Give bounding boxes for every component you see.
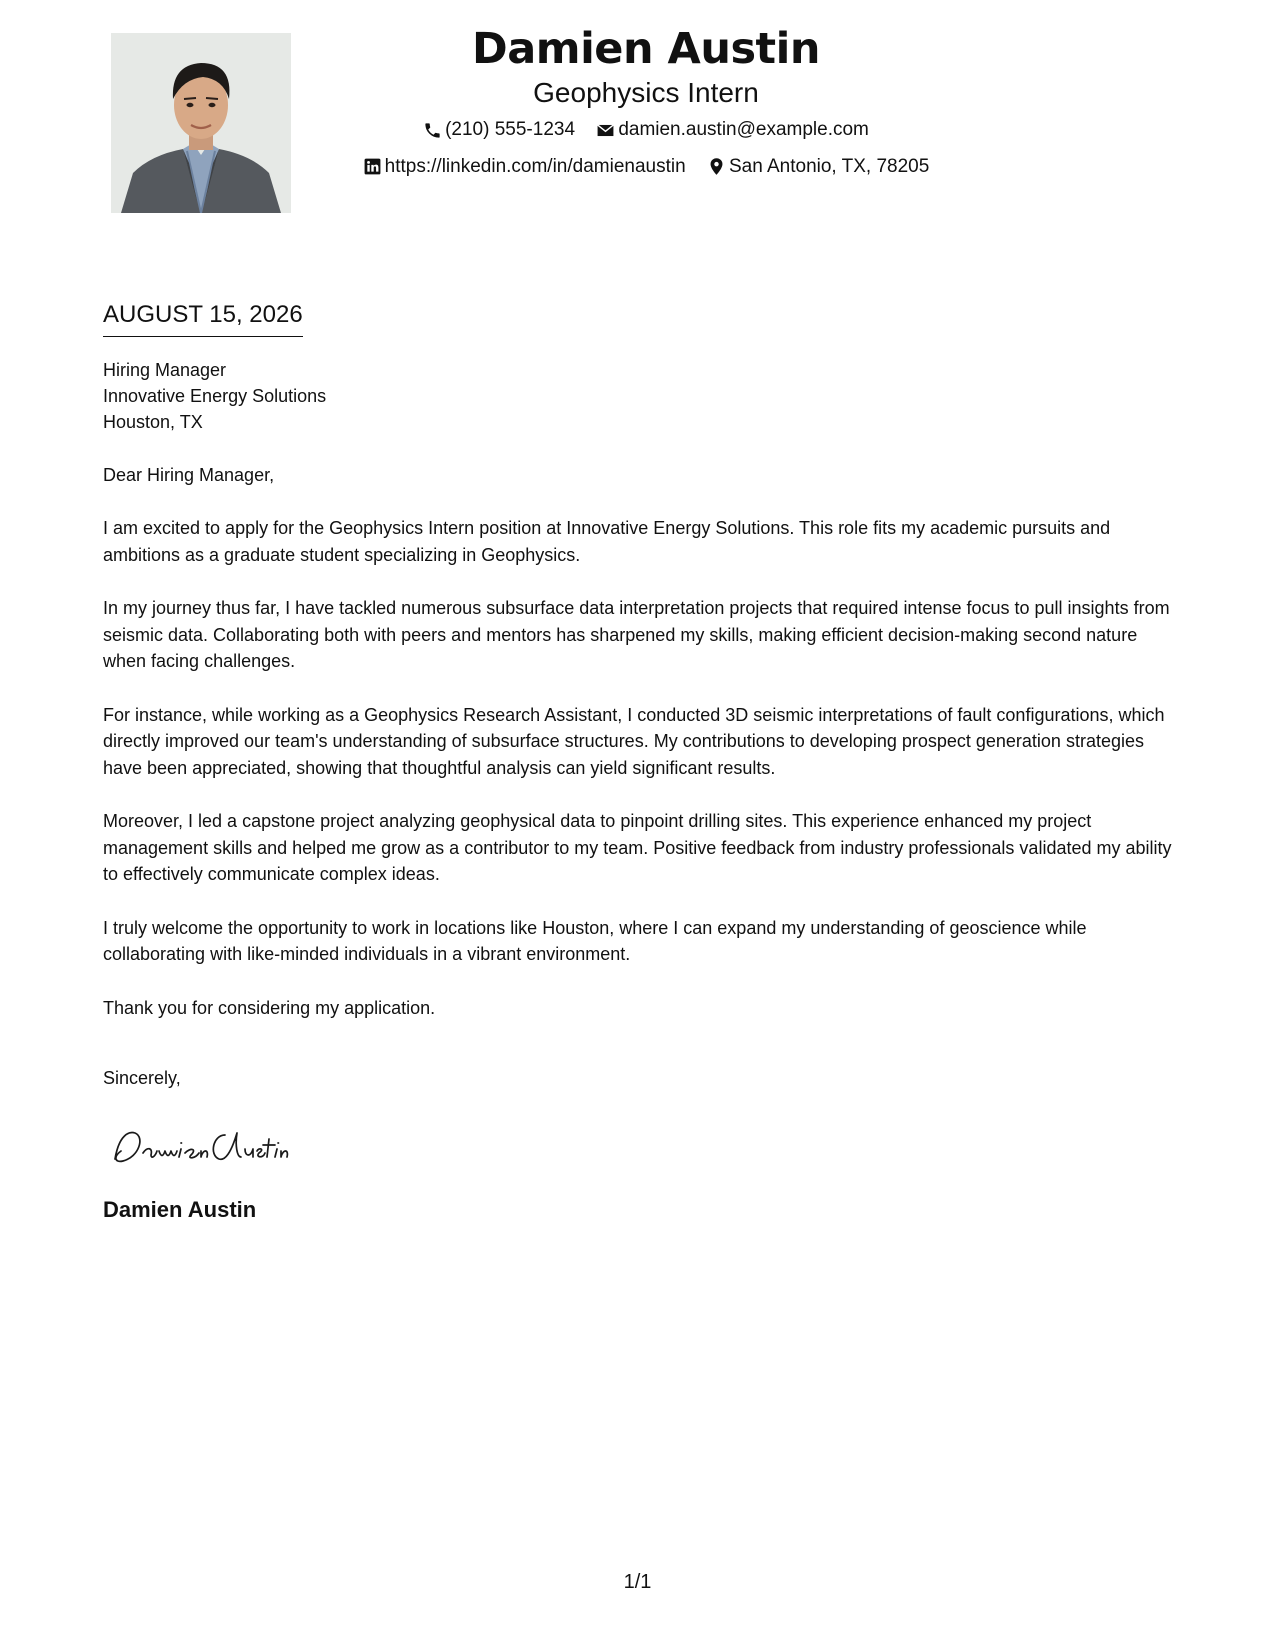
linkedin-icon bbox=[363, 157, 382, 176]
letter-date: AUGUST 15, 2026 bbox=[103, 300, 303, 337]
paragraph: Thank you for considering my application. bbox=[103, 997, 436, 1018]
letter-body bbox=[103, 300, 1178, 1224]
contact-row-1 bbox=[290, 118, 1002, 147]
recipient-line: Innovative Energy Solutions bbox=[103, 386, 327, 406]
handwritten-signature bbox=[109, 1121, 369, 1171]
map-pin-icon bbox=[707, 157, 726, 176]
paragraph: Moreover, I led a capstone project analyzing geophysical data to pinpoint drilling sites. This experience enhanced my project management skills and helped me grow as a contributor to my team. Positive feedback from industry professionals validated my ability to effectively communicate complex ideas. bbox=[103, 811, 1172, 884]
salutation: Dear Hiring Manager, bbox=[103, 465, 275, 485]
contact-phone bbox=[423, 118, 575, 142]
linkedin-text[interactable]: https://linkedin.com/in/damienaustin bbox=[384, 155, 686, 177]
closing: Sincerely, bbox=[103, 1068, 181, 1088]
contact-linkedin[interactable] bbox=[363, 155, 686, 179]
job-title: Geophysics Intern bbox=[533, 77, 759, 108]
envelope-icon bbox=[596, 121, 615, 140]
profile-photo bbox=[111, 33, 291, 213]
header bbox=[290, 22, 1002, 183]
recipient-block bbox=[103, 357, 1178, 435]
email-text[interactable]: damien.austin@example.com bbox=[618, 119, 869, 140]
signer-name: Damien Austin bbox=[103, 1197, 257, 1222]
paragraph: I am excited to apply for the Geophysics Intern position at Innovative Energy Solutions. This role fits my academic pursuits and ambitions as a graduate student specializing in Geophysics. bbox=[103, 518, 1111, 565]
contact-row-2 bbox=[290, 155, 1002, 184]
phone-icon bbox=[423, 121, 442, 140]
applicant-name: Damien Austin bbox=[472, 24, 820, 74]
contact-location bbox=[707, 155, 929, 179]
recipient-line: Houston, TX bbox=[103, 412, 203, 432]
paragraph: In my journey thus far, I have tackled numerous subsurface data interpretation projects that required intense focus to pull insights from seismic data. Collaborating both with peers and mentors has sharpened my skills, making efficient decision-making second nature when facing challenges. bbox=[103, 598, 1170, 671]
paragraph: I truly welcome the opportunity to work in locations like Houston, where I can expand my understanding of geoscience while collaborating with like-minded individuals in a vibrant environment. bbox=[103, 917, 1087, 964]
page-number: 1/1 bbox=[623, 1571, 652, 1593]
location-text: San Antonio, TX, 78205 bbox=[728, 155, 930, 177]
portrait-image bbox=[111, 33, 291, 213]
phone-text: (210) 555-1234 bbox=[445, 119, 576, 140]
contact-email[interactable] bbox=[596, 118, 869, 142]
recipient-line: Hiring Manager bbox=[103, 360, 227, 380]
paragraph: For instance, while working as a Geophysics Research Assistant, I conducted 3D seismic interpretations of fault configurations, which directly improved our team's understanding of subsurface structures. My contributions to developing prospect generation strategies have been appreciated, showing that thoughtful analysis can yield significant results. bbox=[103, 704, 1165, 778]
